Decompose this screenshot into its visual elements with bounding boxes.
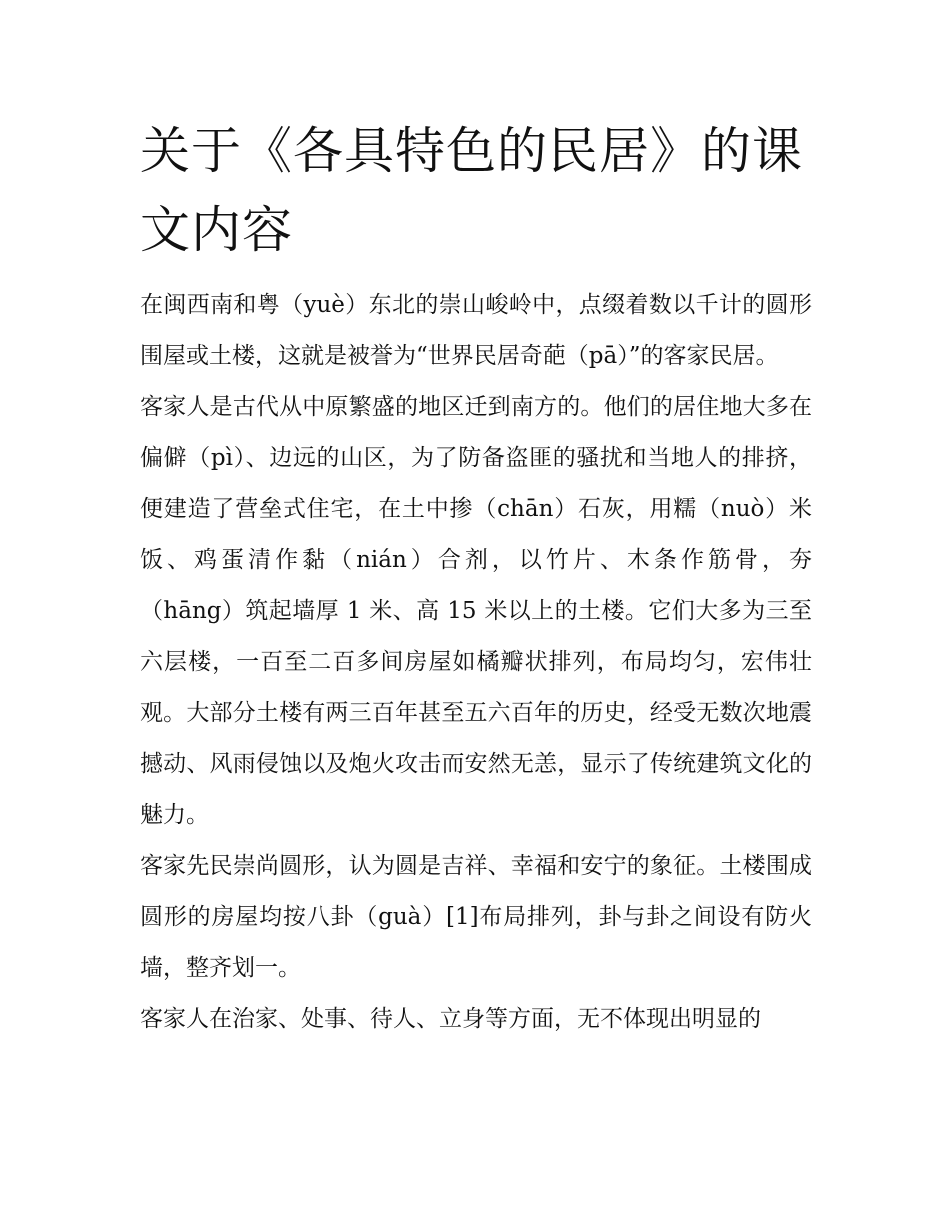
paragraph-3: 客家先民崇尚圆形，认为圆是吉祥、幸福和安宁的象征。土楼围成圆形的房屋均按八卦（guà）[1]布局排列，卦与卦之间设有防火墙，整齐划一。	[140, 853, 812, 981]
document-page	[140, 112, 812, 1045]
paragraph-4: 客家人在治家、处事、待人、立身等方面，无不体现出明显的	[140, 1006, 761, 1032]
paragraph-2: 客家人是古代从中原繁盛的地区迁到南方的。他们的居住地大多在偏僻（pì）、边远的山区，为了防备盗匪的骚扰和当地人的排挤，便建造了营垒式住宅，在土中掺（chān）石灰，用糯（nuò）米饭、鸡蛋清作黏（nián）合剂，以竹片、木条作筋骨，夯（hāng）筑起墙厚 1 米、高 15 米以上的土楼。它们大多为三至六层楼，一百至二百多间房屋如橘瓣状排列，布局均匀，宏伟壮观。大部分土楼有两三百年甚至五六百年的历史，经受无数次地震撼动、风雨侵蚀以及炮火攻击而安然无恙，显示了传统建筑文化的魅力。	[140, 394, 812, 828]
paragraph-1: 在闽西南和粤（yuè）东北的崇山峻岭中，点缀着数以千计的圆形围屋或土楼，这就是被誉为“世界民居奇葩（pā）”的客家民居。	[140, 292, 812, 369]
document-title: 关于《各具特色的民居》的课文内容	[140, 122, 803, 259]
